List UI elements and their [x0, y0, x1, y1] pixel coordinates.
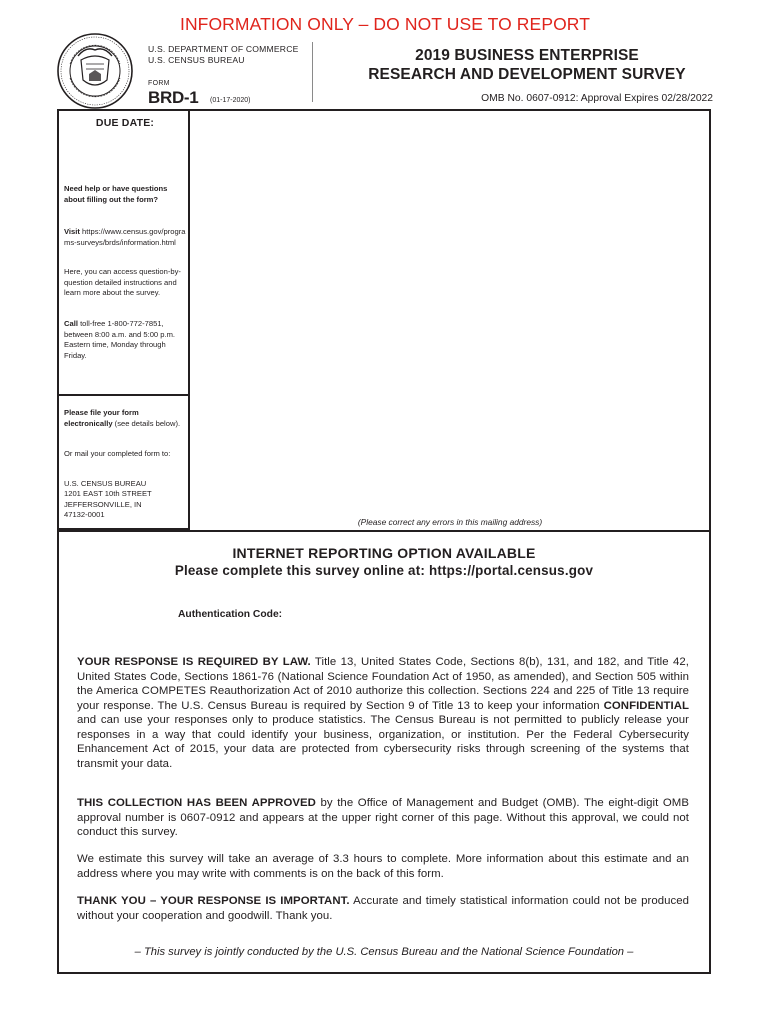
file-heading: Please file your form electronically	[64, 408, 139, 428]
legal-authority-paragraph	[77, 655, 689, 771]
paragraph-lead: YOUR RESPONSE IS REQUIRED BY LAW.	[77, 656, 311, 668]
info-only-warning: INFORMATION ONLY – DO NOT USE TO REPORT	[179, 14, 591, 34]
agency-line: U.S. DEPARTMENT OF COMMERCE	[148, 44, 299, 54]
form-date: (01-17-2020)	[210, 97, 251, 104]
help-heading	[64, 184, 186, 205]
paragraph-text: by the Office of Management and Budget (OMB). The eight-digit OMB approval number is 0607-0912 and appears at the upper right corner of this page. Without this approval, we could not conduct this survey.	[77, 797, 689, 838]
mail-instruction: Or mail your completed form to:	[64, 449, 171, 458]
survey-title-line: RESEARCH AND DEVELOPMENT SURVEY	[368, 66, 686, 83]
paragraph-text: Accurate and timely statistical information could not be produced without your cooperation and goodwill. Thank you.	[77, 895, 689, 922]
omb-approval-paragraph	[77, 796, 689, 840]
form-label: FORM	[148, 80, 170, 87]
call-label: Call	[64, 319, 78, 328]
address-line: U.S. CENSUS BUREAU	[64, 479, 147, 488]
joint-survey-footer: – This survey is jointly conducted by the U.S. Census Bureau and the National Science Foundation –	[134, 946, 634, 958]
agency-name	[148, 44, 299, 66]
address-line: JEFFERSONVILLE, IN	[64, 499, 142, 509]
call-info	[64, 319, 186, 361]
mailing-address	[64, 479, 186, 521]
paragraph-lead: THANK YOU – YOUR RESPONSE IS IMPORTANT.	[77, 895, 350, 907]
paragraph-text: and can use your responses only to produce statistics. The Census Bureau is not permitted to publicly release your responses in a way that could identify your business, organization, or institution. Per the Federal Cybersecurity Enhancement Act of 2015, your data are protected from cybersecurity risks through screening of the systems that transmit your data.	[77, 714, 689, 770]
header-divider	[312, 42, 313, 102]
survey-title	[318, 46, 736, 84]
thank-you-paragraph	[77, 894, 689, 923]
confidential-text: CONFIDENTIAL	[603, 699, 690, 712]
department-of-commerce-seal-icon	[56, 32, 134, 110]
visit-description: Here, you can access question-by-question detailed instructions and learn more about the survey.	[64, 267, 181, 298]
internet-reporting-title: INTERNET REPORTING OPTION AVAILABLE	[232, 545, 536, 561]
paragraph-lead: THIS COLLECTION HAS BEEN APPROVED	[77, 797, 316, 809]
internet-reporting-subtitle[interactable]: Please complete this survey online at: https://portal.census.gov	[174, 563, 594, 578]
agency-line: U.S. CENSUS BUREAU	[148, 55, 245, 65]
mailing-note: (Please correct any errors in this mailing address)	[357, 517, 543, 527]
section-divider	[57, 530, 711, 532]
omb-approval: OMB No. 0607-0912: Approval Expires 02/28/2022	[481, 93, 713, 104]
address-line: 47132-0001	[64, 510, 105, 520]
burden-estimate-paragraph: We estimate this survey will take an average of 3.3 hours to complete. More information about this estimate and an address where you may write with comments is on the back of this form.	[77, 853, 689, 880]
call-text: toll-free 1-800-772-7851, between 8:00 a.m. and 5:00 p.m. Eastern time, Monday through Friday.	[64, 319, 176, 360]
authentication-code-label: Authentication Code:	[178, 609, 283, 620]
visit-info	[64, 227, 186, 248]
file-note: (see details below).	[114, 418, 181, 428]
due-date-label: DUE DATE:	[95, 117, 155, 129]
paragraph-text: Title 13, United States Code, Sections 8(b), 131, and 182, and Title 42, United States Code, Sections 1861-76 (National Science Foundation Act of 1950, as amended), and Section 505 within the America COMPETES Reauthorization Act of 2010 authorize this collection. Sections 224 and 225 of Title 13 require your response. The U.S. Census Bureau is required by Section 9 of Title 13 to keep your information	[77, 656, 689, 712]
visit-url[interactable]: https://www.census.gov/programs-surveys/brds/information.html	[64, 227, 186, 247]
survey-title-line: 2019 BUSINESS ENTERPRISE	[415, 47, 639, 64]
form-number: BRD-1	[148, 88, 199, 107]
file-electronically	[64, 408, 186, 429]
address-line: 1201 EAST 10th STREET	[64, 489, 152, 499]
visit-label: Visit	[64, 227, 80, 236]
help-heading-text: Need help or have questions about filling out the form?	[64, 184, 168, 204]
